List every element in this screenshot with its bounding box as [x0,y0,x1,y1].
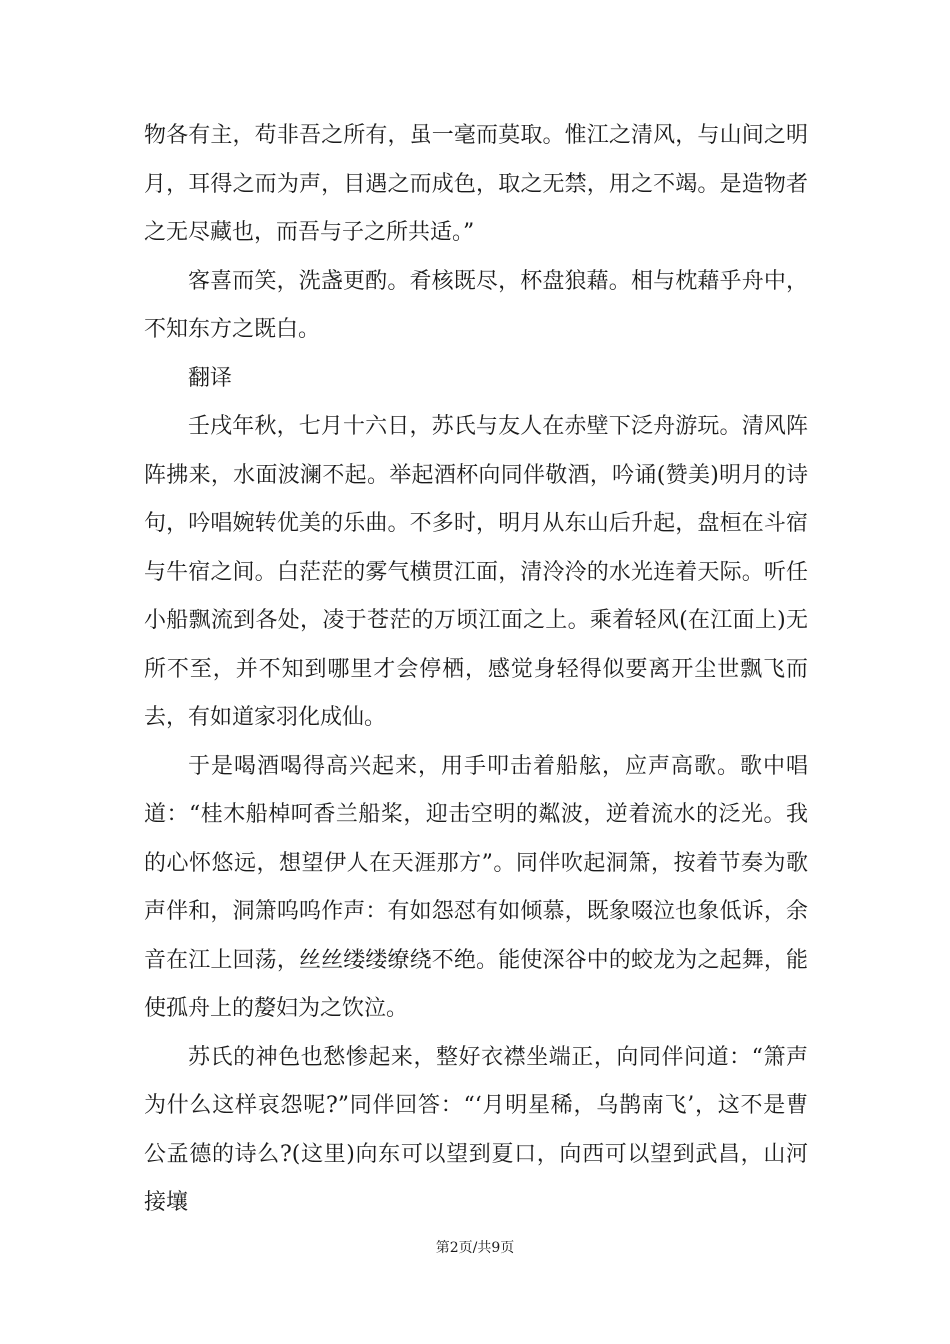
paragraph-translation-2: 于是喝酒喝得高兴起来，用手叩击着船舷，应声高歌。歌中唱道：“桂木船棹呵香兰船桨，迎击空明的粼波，逆着流水的泛光。我的心怀悠远，想望伊人在天涯那方”。同伴吹起洞箫，按着节奏为歌声伴和，洞箫呜呜作声：有如怨怼有如倾慕，既象啜泣也象低诉，余音在江上回荡，丝丝缕缕缭绕不绝。能使深谷中的蛟龙为之起舞，能使孤舟上的嫠妇为之饮泣。 [144,753,808,1021]
page-number: 第2页/共9页 [435,1240,515,1256]
section-heading-translation: 翻译 [188,365,233,391]
paragraph-guest-laughs: 客喜而笑，洗盏更酌。肴核既尽，杯盘狼藉。相与枕藉乎舟中，不知东方之既白。 [144,268,808,342]
body-text [144,112,808,1228]
paragraph-translation-3: 苏氏的神色也愁惨起来，整好衣襟坐端正，向同伴问道：“箫声为什么这样哀怨呢?”同伴回答：“‘月明星稀，乌鹊南飞’，这不是曹公孟德的诗么?(这里)向东可以望到夏口，向西可以望到武昌，山河接壤 [144,1044,808,1215]
paragraph-translation-1: 壬戌年秋，七月十六日，苏氏与友人在赤壁下泛舟游玩。清风阵阵拂来，水面波澜不起。举起酒杯向同伴敬酒，吟诵(赞美)明月的诗句，吟唱婉转优美的乐曲。不多时，明月从东山后升起，盘桓在斗宿与牛宿之间。白茫茫的雾气横贯江面，清泠泠的水光连着天际。听任小船飘流到各处，凌于苍茫的万顷江面之上。乘着轻风(在江面上)无所不至，并不知到哪里才会停栖，感觉身轻得似要离开尘世飘飞而去，有如道家羽化成仙。 [144,414,808,730]
paragraph-continuation: 物各有主，苟非吾之所有，虽一毫而莫取。惟江之清风，与山间之明月，耳得之而为声，目遇之而成色，取之无禁，用之不竭。是造物者之无尽藏也，而吾与子之所共适。” [144,123,808,245]
